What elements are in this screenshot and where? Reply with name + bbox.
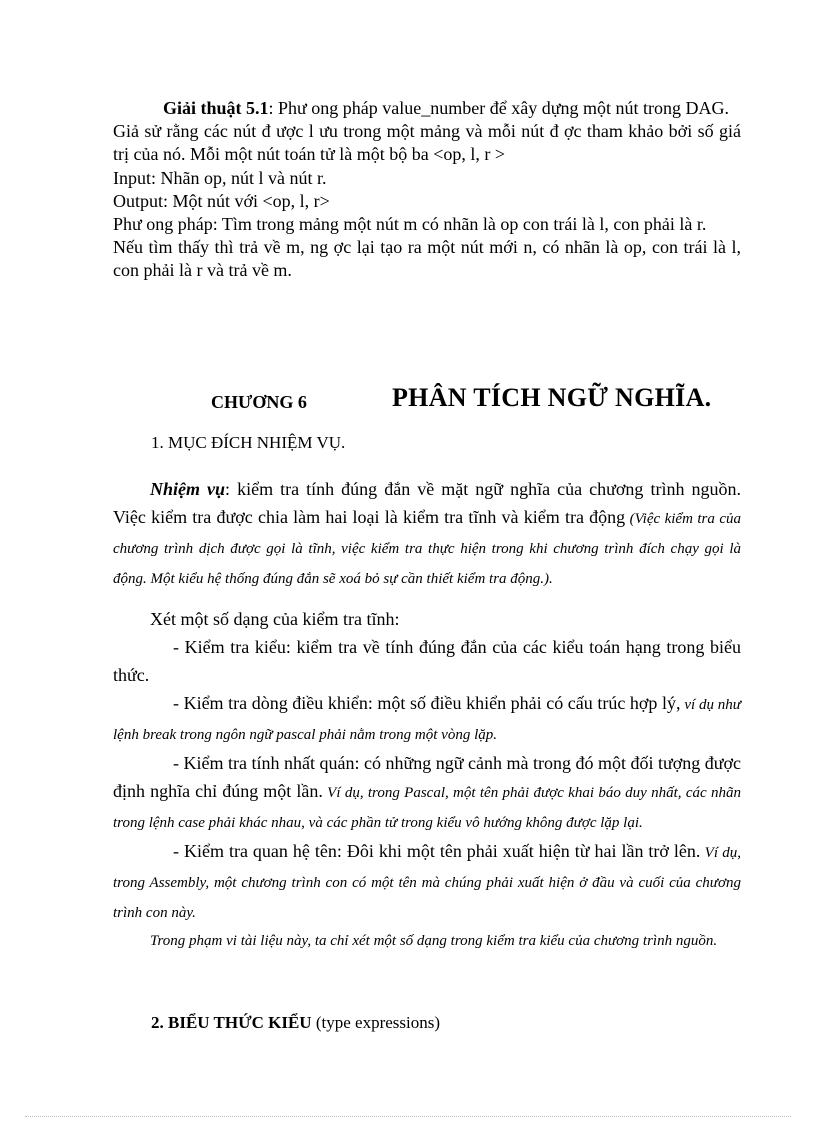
algorithm-method: Phư ong pháp: Tìm trong mảng một nút m có nhãn là op con trái là l, con phải là r.	[113, 214, 707, 235]
task-note: (Việc kiểm tra của chương trình dịch được gọi là tĩnh, việc kiểm tra thực hiện trong khi chương trình đích chạy gọi là động. Một kiểu hệ thống đúng đắn sẽ xoá bỏ sự cần thiết kiểm tra động.).	[113, 511, 741, 587]
bullet-control-flow-text: - Kiểm tra dòng điều khiển: một số điều khiển phải có cấu trúc hợp lý,	[173, 693, 681, 713]
section-2-heading-bold: 2. BIỂU THỨC KIỂU	[151, 1013, 312, 1032]
section-1-heading: 1. MỤC ĐÍCH NHIỆM VỤ.	[151, 433, 346, 452]
bullet-uniqueness-example: Ví dụ, trong Pascal, một tên phải được khai báo duy nhất, các nhãn trong lệnh case phải khác nhau, và các phần tử trong kiểu vô hướng không được lặp lại.	[113, 785, 742, 831]
chapter-title: PHÂN TÍCH NGỮ NGHĨA.	[392, 383, 712, 412]
task-text: : kiểm tra tính đúng đắn về mặt ngữ nghĩa của chương trình nguồn. Việc kiểm tra được chia làm hai loại là kiểm tra tĩnh và kiểm tra động	[113, 479, 741, 527]
algorithm-intro-text: : Phư ong pháp value_number để xây dựng một nút trong DAG.	[268, 98, 729, 118]
task-label: Nhiệm vụ	[150, 479, 226, 499]
bullet-name-relation-text: - Kiểm tra quan hệ tên: Đôi khi một tên phải xuất hiện từ hai lần trở lên.	[173, 841, 701, 861]
algorithm-intro	[113, 97, 741, 120]
scope-note: Trong phạm vi tài liệu này, ta chỉ xét một số dạng trong kiểm tra kiểu của chương trình nguồn.	[150, 933, 718, 949]
chapter-number: CHƯƠNG 6	[211, 392, 307, 412]
bullet-control-flow-example: ví dụ như lệnh break trong ngôn ngữ pascal phải nằm trong một vòng lặp.	[113, 697, 741, 743]
algorithm-output: Output: Một nút với <op, l, r>	[113, 190, 330, 211]
section-1-body	[113, 475, 741, 955]
algorithm-line-1: Giả sử rằng các nút đ ược l ưu trong một mảng và mỗi nút đ ợc tham khảo bởi số giá trị của nó. Mỗi một nút toán tử là một bộ ba <op, l, r >	[113, 121, 741, 165]
algorithm-result: Nếu tìm thấy thì trả về m, ng ợc lại tạo ra một nút mới n, có nhãn là op, con trái là l, con phải là r và trả về m.	[113, 237, 741, 281]
algorithm-title: Giải thuật 5.1	[163, 98, 269, 118]
bullet-type-check: - Kiểm tra kiểu: kiểm tra về tính đúng đắn của các kiểu toán hạng trong biểu thức.	[113, 637, 741, 685]
static-check-intro: Xét một số dạng của kiểm tra tĩnh:	[150, 609, 400, 629]
page-bottom-divider	[25, 1116, 791, 1117]
algorithm-input: Input: Nhãn op, nút l và nút r.	[113, 167, 327, 188]
section-2-heading	[151, 1013, 440, 1033]
algorithm-section	[113, 97, 741, 283]
section-2-heading-rest: (type expressions)	[311, 1013, 441, 1032]
bullet-name-relation-example: Ví dụ, trong Assembly, một chương trình con có một tên mà chúng phải xuất hiện ở đầu và cuối của chương trình con này.	[113, 845, 741, 921]
bullet-name-relation	[113, 837, 741, 927]
bullet-uniqueness-text: - Kiểm tra tính nhất quán: có những ngữ cảnh mà trong đó một đối tượng được định nghĩa chỉ đúng một lần.	[113, 753, 741, 801]
chapter-heading	[0, 383, 816, 419]
task-paragraph	[113, 475, 741, 593]
bullet-uniqueness	[113, 749, 741, 837]
bullet-control-flow	[113, 689, 741, 749]
